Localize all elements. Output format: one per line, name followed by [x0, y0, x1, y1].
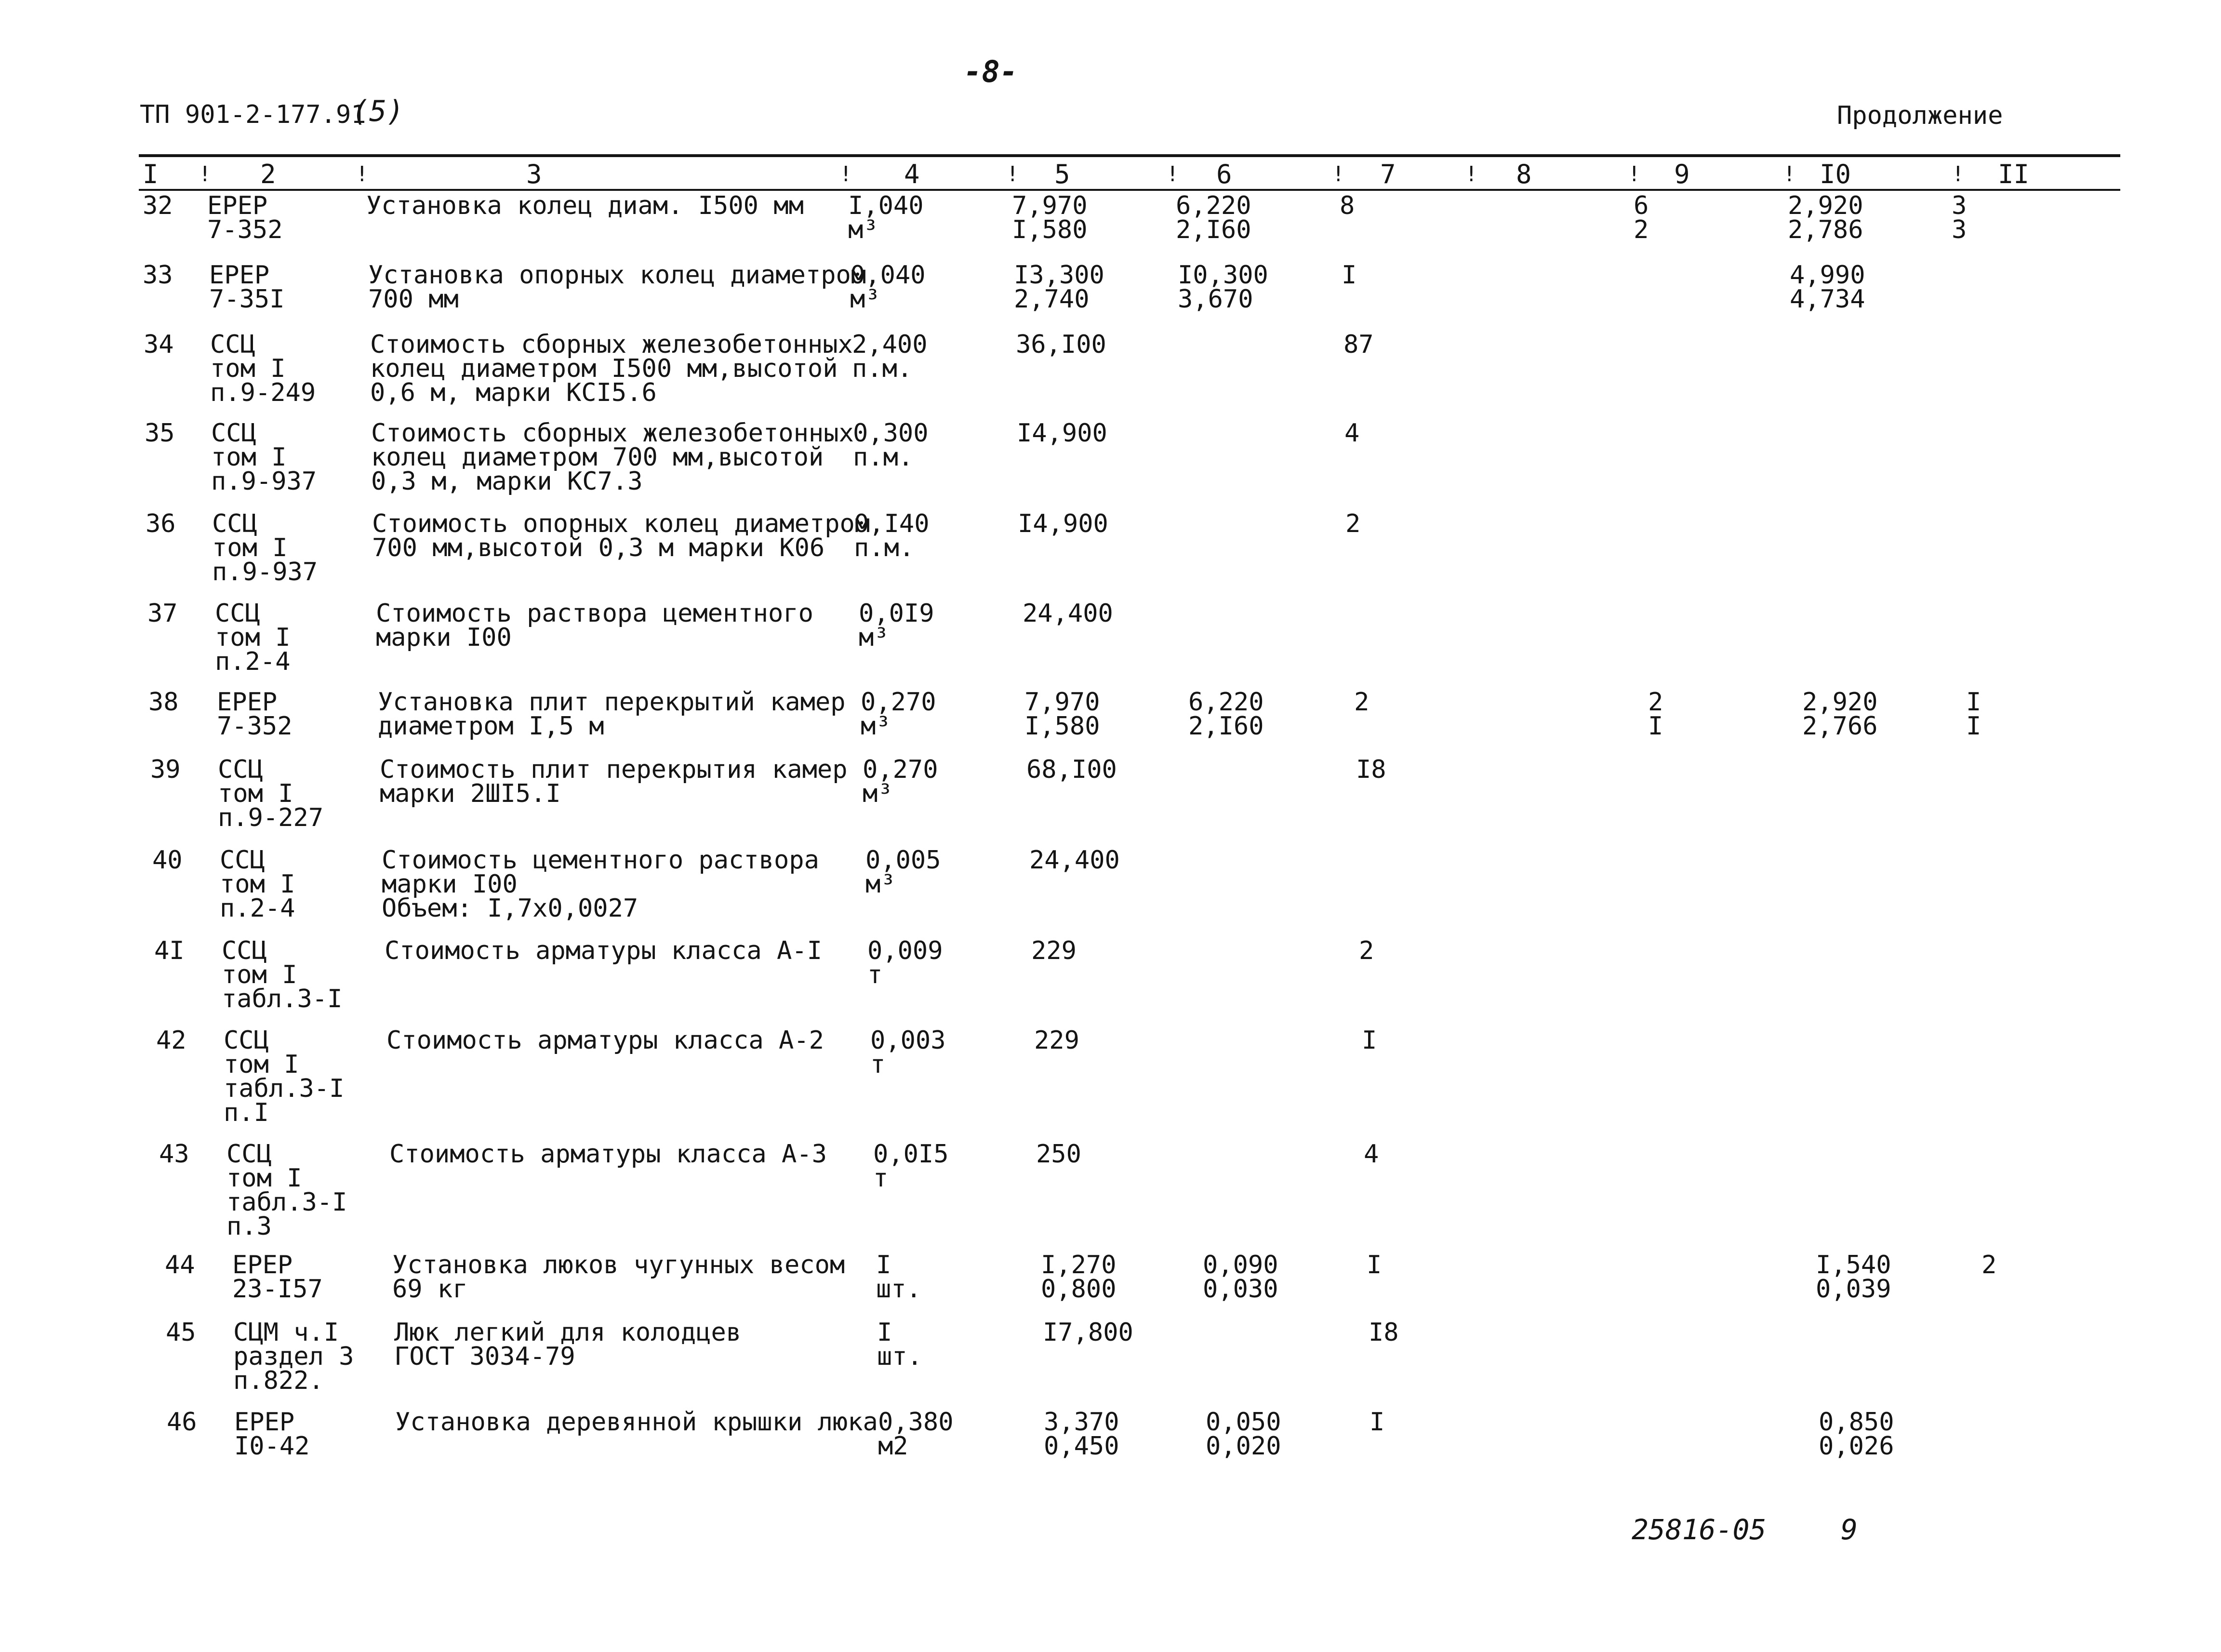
row-name: Стоимость арматуры класса А-2: [386, 1026, 824, 1055]
row-code: ССЦ том I п.9-937: [211, 419, 317, 496]
row-name: Стоимость плит перекрытия камер марки 2ШI5.I: [380, 755, 848, 808]
row-col6: 0,090 0,030: [1203, 1251, 1278, 1304]
column-separator: !: [199, 162, 212, 187]
table-top-rule: [139, 154, 2120, 157]
row-col7: 87: [1343, 330, 1374, 359]
row-col9: 2 I: [1648, 688, 1663, 741]
row-name: Установка опорных колец диаметром 700 мм: [368, 261, 866, 314]
row-col10: 2,920 2,766: [1802, 688, 1878, 741]
column-separator: !: [1006, 162, 1019, 187]
page-number: -8-: [964, 54, 1018, 89]
row-code: ССЦ том I п.2-4: [215, 599, 291, 676]
column-separator: !: [1952, 162, 1965, 187]
row-quantity: I шт.: [877, 1318, 922, 1371]
row-number: 40: [152, 846, 183, 875]
row-number: 33: [143, 261, 173, 290]
row-col5: 68,I00: [1026, 755, 1117, 784]
row-quantity: 2,400 п.м.: [852, 330, 928, 383]
row-quantity: 0,380 м2: [878, 1408, 954, 1461]
row-code: ССЦ том I табл.3-I п.3: [226, 1140, 347, 1241]
row-number: 32: [143, 191, 173, 220]
row-col5: I7,800: [1043, 1318, 1133, 1347]
row-quantity: 0,300 п.м.: [853, 419, 929, 472]
row-number: 43: [159, 1140, 189, 1169]
row-code: ССЦ том I табл.3-I: [222, 936, 343, 1013]
row-col7: I: [1370, 1408, 1385, 1437]
row-col7: I: [1367, 1251, 1382, 1279]
column-header-8: 8: [1516, 159, 1532, 189]
row-number: 35: [145, 419, 175, 448]
row-name: Стоимость опорных колец диаметром 700 мм,высотой 0,3 м марки К06: [372, 509, 870, 562]
row-name: Стоимость сборных железобетонных колец диаметром 700 мм,высотой 0,3 м, марки КС7.3: [371, 419, 854, 496]
row-quantity: 0,005 м³: [865, 846, 941, 899]
row-code: ЕРЕР 7-352: [217, 688, 293, 741]
row-code: ЕРЕР 7-352: [207, 191, 283, 244]
row-name: Стоимость цементного раствора марки I00 Объем: I,7х0,0027: [382, 846, 819, 923]
row-col5: 229: [1031, 936, 1077, 965]
row-number: 46: [167, 1408, 197, 1437]
row-col5: I,270 0,800: [1041, 1251, 1117, 1304]
row-name: Стоимость сборных железобетонных колец диаметром I500 мм,высотой 0,6 м, марки КСI5.6: [370, 330, 853, 407]
row-col7: 4: [1364, 1140, 1379, 1169]
row-number: 39: [150, 755, 181, 784]
row-col10: 2,920 2,786: [1788, 191, 1863, 244]
row-name: Стоимость арматуры класса А-I: [385, 936, 822, 965]
row-number: 38: [148, 688, 179, 717]
row-col6: I0,300 3,670: [1178, 261, 1268, 314]
row-number: 45: [166, 1318, 196, 1347]
column-header-4: 4: [904, 159, 920, 189]
row-col7: I8: [1356, 755, 1386, 784]
column-separator: !: [839, 162, 852, 187]
row-code: ЕРЕР 23-I57: [232, 1251, 323, 1304]
row-number: 36: [146, 509, 176, 538]
row-col6: 0,050 0,020: [1206, 1408, 1281, 1461]
row-col5: 24,400: [1023, 599, 1113, 628]
row-code: ЕРЕР 7-35I: [209, 261, 285, 314]
row-code: ССЦ том I п.9-937: [212, 509, 318, 586]
row-quantity: 0,I40 п.м.: [854, 509, 930, 562]
column-separator: !: [1783, 162, 1796, 187]
column-header-7: 7: [1380, 159, 1396, 189]
row-quantity: 0,003 т: [870, 1026, 946, 1079]
row-name: Установка колец диам. I500 мм: [366, 191, 804, 220]
column-header-10: I0: [1820, 159, 1851, 189]
row-quantity: 0,0I9 м³: [859, 599, 934, 652]
row-col5: I3,300 2,740: [1014, 261, 1104, 314]
row-col11: 2: [1982, 1251, 1997, 1279]
row-col5: 3,370 0,450: [1044, 1408, 1119, 1461]
column-header-5: 5: [1054, 159, 1070, 189]
row-quantity: I шт.: [876, 1251, 921, 1304]
document-code: ТП 901-2-177.91: [140, 100, 366, 129]
column-separator: !: [1332, 162, 1345, 187]
row-col7: I8: [1369, 1318, 1399, 1347]
column-header-11: II: [1998, 159, 2030, 189]
row-name: Установка люков чугунных весом 69 кг: [392, 1251, 845, 1304]
row-quantity: 0,040 м³: [850, 261, 926, 314]
row-col10: I,540 0,039: [1816, 1251, 1891, 1304]
row-code: ЕРЕР I0-42: [234, 1408, 310, 1461]
row-number: 4I: [154, 936, 185, 965]
row-number: 44: [165, 1251, 195, 1279]
row-col6: 6,220 2,I60: [1176, 191, 1251, 244]
row-quantity: 0,009 т: [867, 936, 943, 989]
row-col7: I: [1362, 1026, 1377, 1055]
row-name: Установка плит перекрытий камер диаметром I,5 м: [378, 688, 846, 741]
column-header-1: I: [143, 159, 159, 189]
row-col5: 7,970 I,580: [1024, 688, 1100, 741]
column-header-3: 3: [526, 159, 542, 189]
row-col7: 2: [1345, 509, 1361, 538]
row-quantity: 0,270 м³: [861, 688, 936, 741]
row-number: 42: [156, 1026, 186, 1055]
row-col5: 229: [1034, 1026, 1079, 1055]
row-name: Стоимость арматуры класса А-3: [389, 1140, 827, 1169]
archive-number: 25816-05: [1632, 1513, 1767, 1546]
column-header-2: 2: [260, 159, 276, 189]
column-separator: !: [1628, 162, 1641, 187]
row-col5: I4,900: [1018, 509, 1108, 538]
row-number: 37: [147, 599, 178, 628]
column-header-9: 9: [1674, 159, 1690, 189]
row-col5: 36,I00: [1016, 330, 1106, 359]
row-col10: 4,990 4,734: [1790, 261, 1865, 314]
row-name: Люк легкий для колодцев ГОСТ 3034-79: [394, 1318, 742, 1371]
row-name: Стоимость раствора цементного марки I00: [376, 599, 813, 652]
row-code: ССЦ том I п.9-227: [218, 755, 324, 832]
document-code-mark: (5): [352, 94, 404, 128]
row-col5: I4,900: [1017, 419, 1107, 448]
row-col6: 6,220 2,I60: [1188, 688, 1264, 741]
row-col11: 3 3: [1952, 191, 1967, 244]
row-col7: 2: [1354, 688, 1370, 717]
row-code: ССЦ том I п.2-4: [220, 846, 295, 923]
row-quantity: 0,270 м³: [863, 755, 938, 808]
row-col5: 24,400: [1029, 846, 1120, 875]
row-col7: 2: [1359, 936, 1374, 965]
column-separator: !: [1465, 162, 1478, 187]
row-col9: 6 2: [1634, 191, 1649, 244]
row-col7: 4: [1344, 419, 1360, 448]
sheet-number: 9: [1841, 1513, 1858, 1546]
row-col11: I I: [1966, 688, 1982, 741]
row-code: СЦМ ч.I раздел 3 п.822.: [233, 1318, 354, 1395]
row-col5: 7,970 I,580: [1012, 191, 1088, 244]
row-number: 34: [144, 330, 174, 359]
row-col5: 250: [1036, 1140, 1081, 1169]
row-name: Установка деревянной крышки люка: [395, 1408, 878, 1437]
row-code: ССЦ том I п.9-249: [210, 330, 316, 407]
row-col10: 0,850 0,026: [1819, 1408, 1894, 1461]
row-quantity: 0,0I5 т: [873, 1140, 949, 1193]
row-col7: 8: [1340, 191, 1355, 220]
column-header-6: 6: [1216, 159, 1232, 189]
row-code: ССЦ том I табл.3-I п.I: [224, 1026, 345, 1127]
row-col7: I: [1342, 261, 1357, 290]
column-separator: !: [1166, 162, 1179, 187]
continuation-label: Продолжение: [1837, 101, 2003, 130]
row-quantity: I,040 м³: [848, 191, 924, 244]
column-separator: !: [356, 162, 369, 187]
